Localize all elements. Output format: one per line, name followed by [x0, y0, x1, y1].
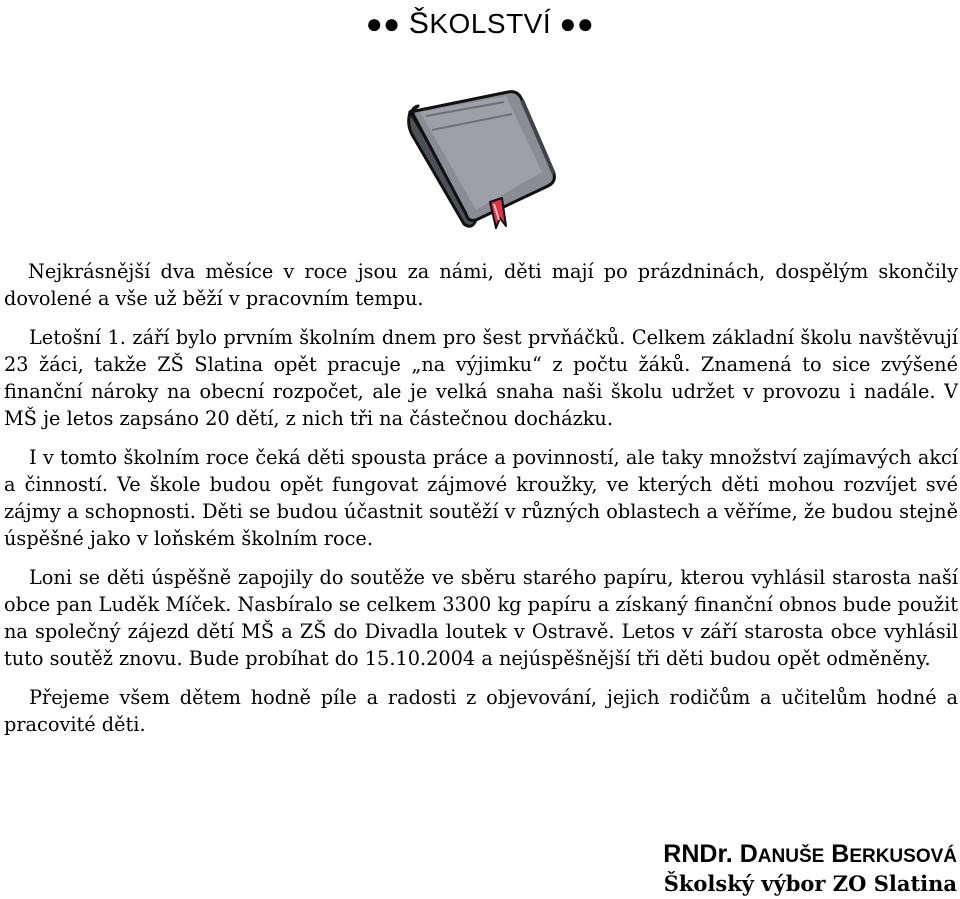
paragraph: Letošní 1. září bylo prvním školním dnem pro šest prvňáčků. Celkem základní školu navštěvují 23 žáci, takže ZŠ Slatina opět pracuje „na výjimku“ z počtu žáků. Znamená to sice zvýšené finanční nároky na obecní rozpočet, ale je velká snaha naši školu udržet v provozu i nadále. V MŠ je letos zapsáno 20 dětí, z nich tři na částečnou docházku. [4, 326, 958, 430]
paragraph: Nejkrásnější dva měsíce v roce jsou za námi, děti mají po prázdninách, dospělým skončily dovolené a vše už běží v pracovním tempu. [4, 260, 958, 310]
book-with-bookmark-icon [404, 86, 556, 232]
signature-organization: Školský výbor ZO Slatina [663, 871, 957, 896]
signature-name: RNDr. DANUŠE BERKUSOVÁ [663, 840, 957, 868]
article-body [4, 258, 958, 750]
paragraph: Loni se děti úspěšně zapojily do soutěže ve sběru starého papíru, kterou vyhlásil starosta naší obce pan Luděk Míček. Nasbíralo se celkem 3300 kg papíru a získaný finanční obnos bude použit na společný zájezd dětí MŠ a ZŠ do Divadla loutek v Ostravě. Letos v září starosta obce vyhlásil tuto soutěž znovu. Bude probíhat do 15.10.2004 a nejúspěšnější tři děti budou opět odměněny. [4, 566, 958, 670]
book-illustration [404, 86, 556, 232]
section-heading [0, 6, 960, 42]
signature-title: RNDr. [663, 840, 733, 868]
heading-text: KOLSTVÍ [429, 8, 552, 39]
heading-initial: Š [408, 7, 430, 40]
paragraph: I v tomto školním roce čeká děti spousta práce a povinností, ale taky množství zajímavých akcí a činností. Ve škole budou opět fungovat zájmové kroužky, ve kterých děti mohou rozvíjet své zájmy a schopnosti. Děti se budou účastnit soutěží v různých oblastech a věříme, že budou stejně úspěšné jako v loňském školním roce. [4, 446, 958, 550]
heading-bullets-left: ●● [365, 8, 401, 39]
paragraph: Přejeme všem dětem hodně píle a radosti z objevování, jejich rodičům a učitelům hodné a pracovité děti. [4, 686, 958, 736]
heading-bullets-right: ●● [559, 8, 595, 39]
